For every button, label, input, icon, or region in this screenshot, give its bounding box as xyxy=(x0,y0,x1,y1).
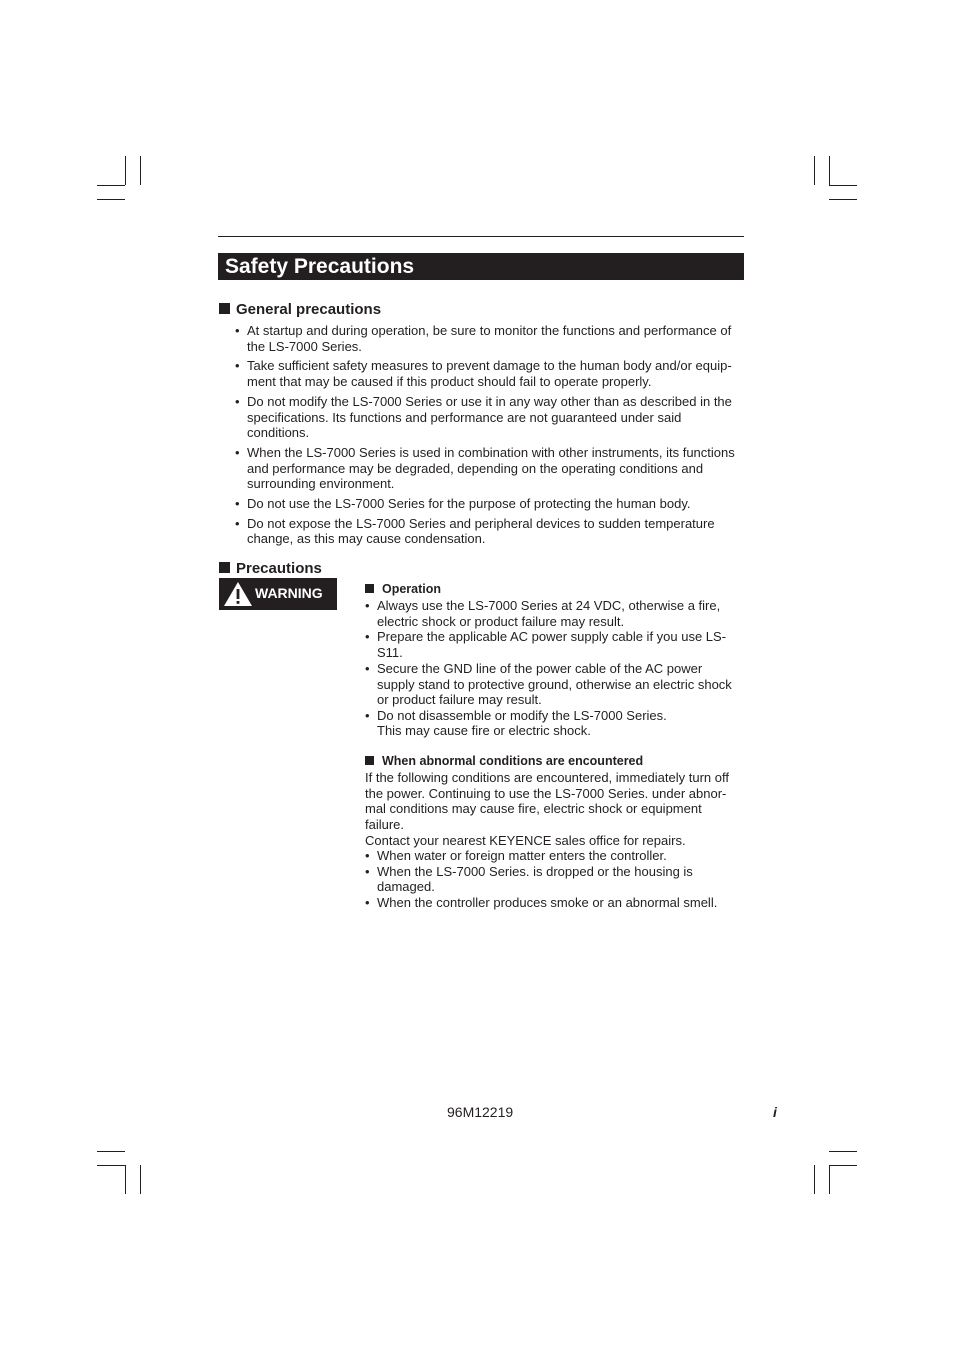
header-rule xyxy=(218,236,744,237)
operation-note: This may cause fire or electric shock. xyxy=(377,723,591,738)
list-item: • Secure the GND line of the power cable of the AC power supply stand to protective ground, otherwise an electric shock or product failure may result. xyxy=(365,661,740,708)
precautions-heading: Precautions xyxy=(219,560,322,578)
abnormal-contact: Contact your nearest KEYENCE sales office for repairs. xyxy=(365,833,686,848)
square-bullet-icon xyxy=(219,303,230,314)
square-bullet-icon xyxy=(365,756,374,765)
list-item: • Do not modify the LS-7000 Series or use it in any way other than as described in the specifications. Its functions and performance are not guaranteed under said conditions. xyxy=(235,394,745,441)
general-precautions-heading: General precautions xyxy=(219,301,381,319)
page-title: Safety Precautions xyxy=(225,255,415,278)
document-number: 96M12219 xyxy=(447,1104,514,1120)
list-item: • When the LS-7000 Series is used in combination with other instruments, its functions and performance may be degraded, depending on the operating conditions and surrounding environment. xyxy=(235,445,745,492)
square-bullet-icon xyxy=(219,562,230,573)
list-item: • Do not disassemble or modify the LS-7000 Series. xyxy=(365,708,740,724)
title-bar xyxy=(218,253,744,280)
list-item: • Always use the LS-7000 Series at 24 VDC, otherwise a fire, electric shock or product failure may result. xyxy=(365,598,740,629)
square-bullet-icon xyxy=(365,584,374,593)
abnormal-conditions-heading: When abnormal conditions are encountered xyxy=(365,754,643,769)
list-item: • Prepare the applicable AC power supply cable if you use LS-S11. xyxy=(365,629,740,660)
warning-badge xyxy=(219,578,337,610)
operation-heading: Operation xyxy=(365,582,441,597)
list-item: • At startup and during operation, be sure to monitor the functions and performance of the LS-7000 Series. xyxy=(235,323,745,354)
warning-label: WARNING xyxy=(255,585,323,601)
general-precautions-list xyxy=(235,323,745,551)
page-number: i xyxy=(773,1104,777,1120)
list-item: • When water or foreign matter enters the controller. xyxy=(365,848,740,864)
list-item: • Take sufficient safety measures to prevent damage to the human body and/or equip-ment that may be caused if this product should fail to operate properly. xyxy=(235,358,745,389)
list-item: • When the LS-7000 Series. is dropped or the housing is damaged. xyxy=(365,864,740,895)
abnormal-intro: If the following conditions are encountered, immediately turn off the power. Continuing to use the LS-7000 Series. under abnor-mal conditions may cause fire, electric shock or equipment failure. xyxy=(365,770,729,833)
list-item: • Do not expose the LS-7000 Series and peripheral devices to sudden temperature change, as this may cause condensation. xyxy=(235,516,745,547)
warning-triangle-icon xyxy=(223,581,253,607)
abnormal-conditions-list xyxy=(365,848,740,911)
list-item: • When the controller produces smoke or an abnormal smell. xyxy=(365,895,740,911)
operation-list xyxy=(365,598,740,724)
list-item: • Do not use the LS-7000 Series for the purpose of protecting the human body. xyxy=(235,496,745,512)
